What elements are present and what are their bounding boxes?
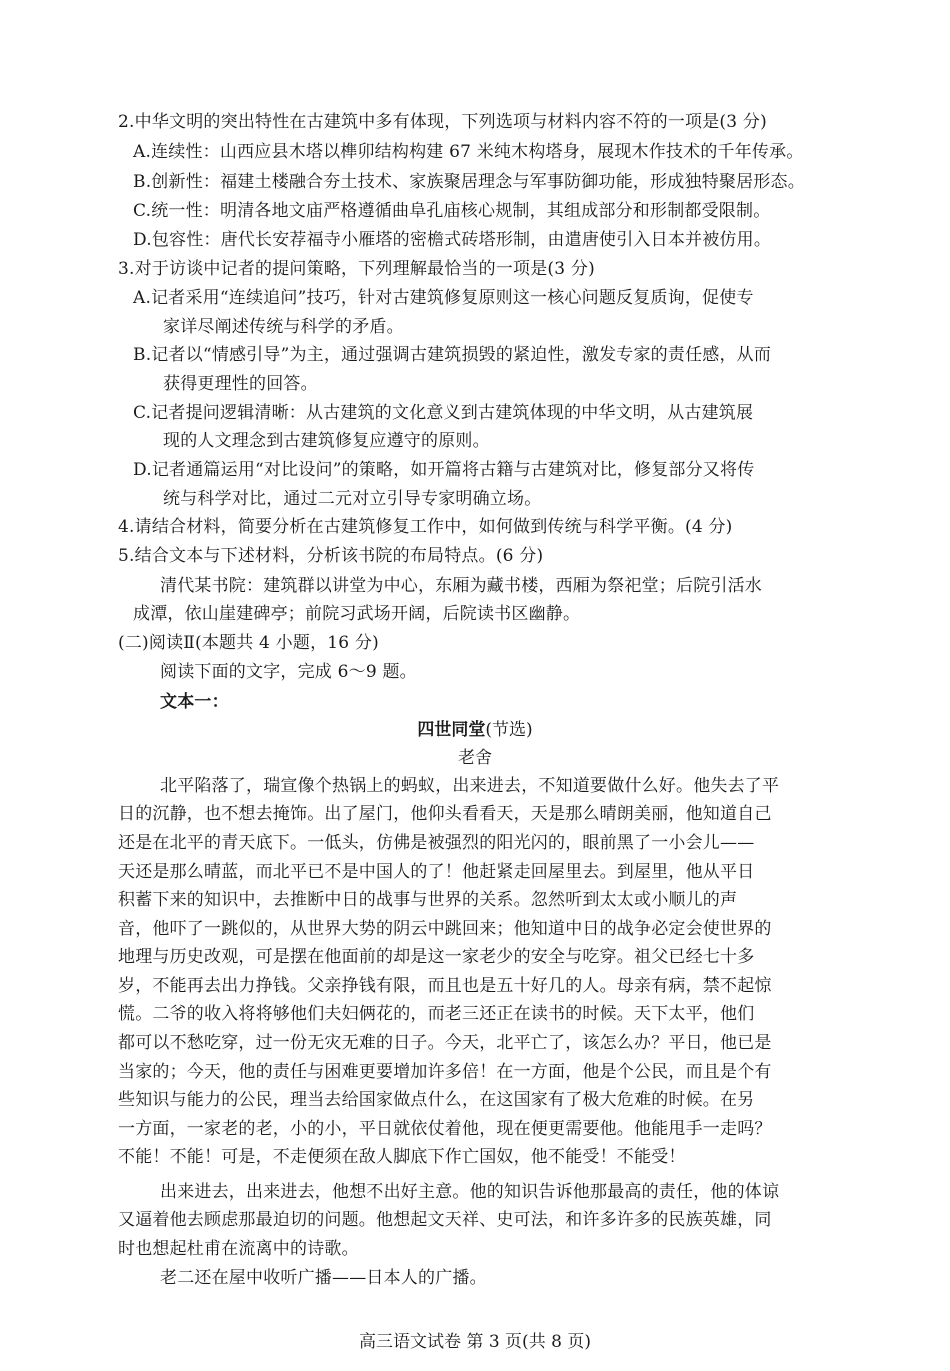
question-4-stem: 4.请结合材料，简要分析在古建筑修复工作中，如何做到传统与科学平衡。(4 分) [118,517,733,537]
article-p1-line: 些知识与能力的公民，理当去给国家做点什么，在这国家有了极大危难的时候。在另 [118,1090,755,1110]
article-title-main: 四世同堂 [417,720,486,740]
article-p1-line: 不能！不能！可是，不走便须在敌人脚底下作亡国奴，他不能受！不能受！ [118,1147,686,1167]
article-p1-line: 慌。二爷的收入将将够他们夫妇俩花的，而老三还正在读书的时候。天下太平，他们 [118,1004,755,1024]
question-3-option-c-line2: 现的人文理念到古建筑修复应遵守的原则。 [163,431,490,451]
question-2-option-c: C.统一性：明清各地文庙严格遵循曲阜孔庙核心规制，其组成部分和形制都受限制。 [133,201,771,221]
question-3-option-d-line2: 统与科学对比，通过二元对立引导专家明确立场。 [163,489,542,509]
question-5-stem: 5.结合文本与下述材料，分析该书院的布局特点。(6 分) [118,546,544,566]
question-3-stem: 3.对于访谈中记者的提问策略，下列理解最恰当的一项是(3 分) [118,259,595,279]
article-p1-line: 还是在北平的青天底下。一低头，仿佛是被强烈的阳光闪的，眼前黑了一小会儿—— [118,833,755,853]
article-p1-line: 日的沉静，也不想去掩饰。出了屋门，他仰头看看天，天是那么晴朗美丽，他知道自己 [118,804,772,824]
question-3-option-b-line2: 获得更理性的回答。 [163,374,318,394]
section-2-instruction: 阅读下面的文字，完成 6～9 题。 [160,662,417,682]
article-title [0,718,950,742]
question-2-stem: 2.中华文明的突出特性在古建筑中多有体现，下列选项与材料内容不符的一项是(3 分) [118,112,767,132]
question-5-material-line1: 清代某书院：建筑群以讲堂为中心，东厢为藏书楼，西厢为祭祀堂；后院引活水 [160,576,762,596]
article-p1-line: 当家的；今天，他的责任与困难更要增加许多倍！在一方面，他是个公民，而且是个有 [118,1062,772,1082]
question-2-option-d: D.包容性：唐代长安荐福寺小雁塔的密檐式砖塔形制，由遣唐使引入日本并被仿用。 [133,230,772,250]
article-p2-line: 出来进去，出来进去，他想不出好主意。他的知识告诉他那最高的责任，他的体谅 [160,1182,780,1202]
article-p1-line: 音，他吓了一跳似的，从世界大势的阴云中跳回来；他知道中日的战争必定会使世界的 [118,919,772,939]
article-p2-line: 时也想起杜甫在流离中的诗歌。 [118,1239,359,1259]
article-p1-line: 岁，不能再去出力挣钱。父亲挣钱有限，而且也是五十好几的人。母亲有病，禁不起惊 [118,976,772,996]
article-p3-line: 老二还在屋中收听广播——日本人的广播。 [160,1268,487,1288]
article-title-note: (节选) [485,720,533,740]
question-3-option-d-line1: D.记者通篇运用“对比设问”的策略，如开篇将古籍与古建筑对比，修复部分又将传 [133,460,755,480]
article-p1-line: 都可以不愁吃穿，过一份无灾无难的日子。今天，北平亡了，该怎么办？平日，他已是 [118,1033,772,1053]
question-3-option-a-line1: A.记者采用“连续追问”技巧，针对古建筑修复原则这一核心问题反复质询，促使专 [133,288,754,308]
page-footer: 高三语文试卷 第 3 页(共 8 页) [359,1332,591,1352]
question-2-option-b: B.创新性：福建土楼融合夯土技术、家族聚居理念与军事防御功能，形成独特聚居形态。 [133,172,805,192]
article-p1-line: 一方面，一家老的老，小的小，平日就依仗着他，现在便更需要他。他能甩手一走吗？ [118,1119,772,1139]
text-one-label: 文本一： [160,692,229,712]
article-p1-line: 北平陷落了，瑞宣像个热锅上的蚂蚁，出来进去，不知道要做什么好。他失去了平 [160,776,780,796]
question-5-material-line2: 成潭，依山崖建碑亭；前院习武场开阔，后院读书区幽静。 [133,604,581,624]
article-p2-line: 又逼着他去顾虑那最迫切的问题。他想起文天祥、史可法，和许多许多的民族英雄，同 [118,1210,772,1230]
article-author: 老舍 [458,748,492,768]
question-3-option-b-line1: B.记者以“情感引导”为主，通过强调古建筑损毁的紧迫性，激发专家的责任感，从而 [133,345,772,365]
section-2-heading: (二)阅读Ⅱ(本题共 4 小题，16 分) [118,633,379,653]
question-3-option-c-line1: C.记者提问逻辑清晰：从古建筑的文化意义到古建筑体现的中华文明，从古建筑展 [133,403,754,423]
question-3-option-a-line2: 家详尽阐述传统与科学的矛盾。 [163,317,404,337]
article-p1-line: 地理与历史改观，可是摆在他面前的却是这一家老少的安全与吃穿。祖父已经七十多 [118,947,755,967]
question-2-option-a: A.连续性：山西应县木塔以榫卯结构构建 67 米纯木构塔身，展现木作技术的千年传承。 [133,142,804,162]
article-p1-line: 积蓄下来的知识中，去推断中日的战事与世界的关系。忽然听到太太或小顺儿的声 [118,890,738,910]
article-p1-line: 天还是那么晴蓝，而北平已不是中国人的了！他赶紧走回屋里去。到屋里，他从平日 [118,862,755,882]
